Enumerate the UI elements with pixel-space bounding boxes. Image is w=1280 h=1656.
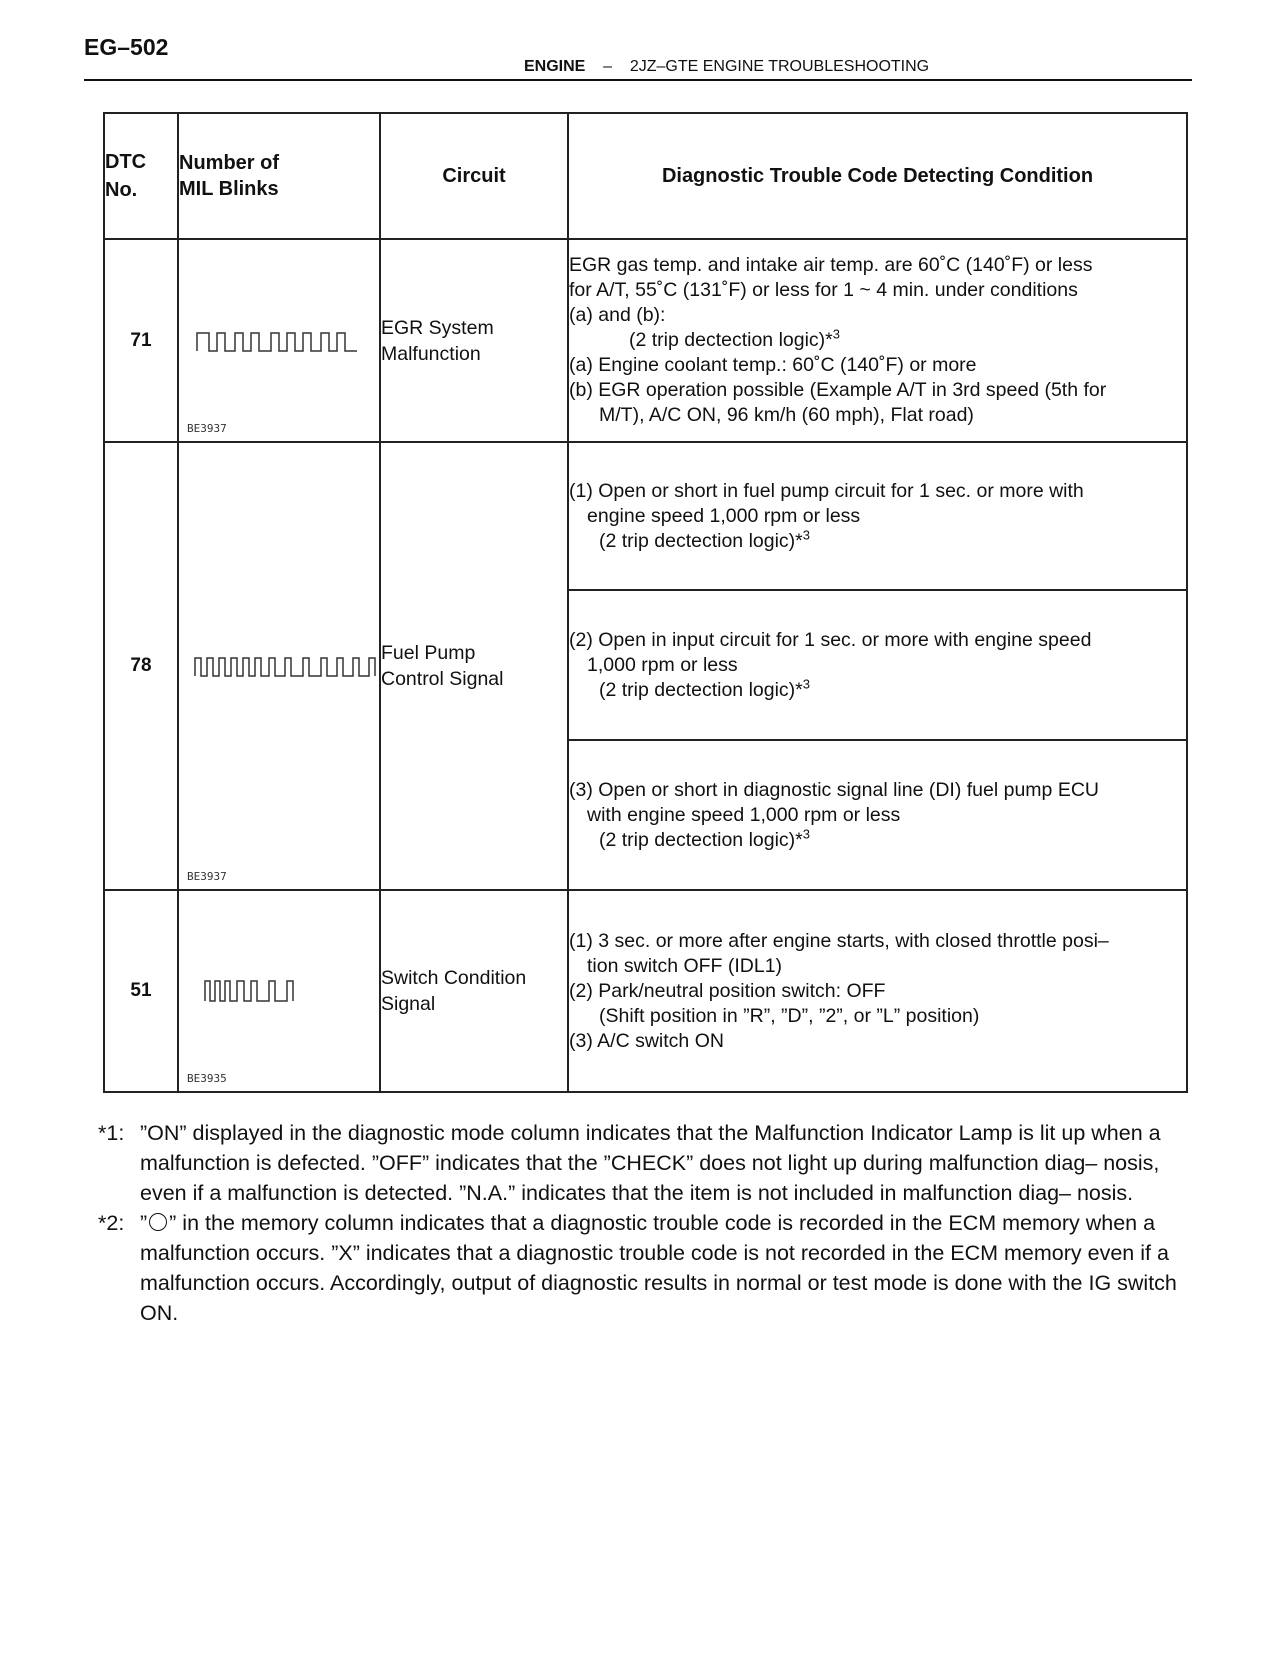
blink-waveform xyxy=(191,650,381,682)
section-title: ENGINE xyxy=(524,58,586,75)
header-dash: – xyxy=(603,58,613,75)
header-rule xyxy=(84,79,1192,81)
running-head xyxy=(524,58,929,76)
table-header-row xyxy=(104,113,1187,239)
footnote-marker: *1: xyxy=(98,1121,125,1145)
figure-id: BE3937 xyxy=(187,870,227,883)
circuit-name: Switch Condition Signal xyxy=(380,890,568,1092)
detecting-condition: EGR gas temp. and intake air temp. are 60˚C (140˚F) or less for A/T, 55˚C (131˚F) or less for 1 ~ 4 min. under conditions (a) and (b): (2 trip dectection logic)*$^3$ (a) Engine coolant temp.: 60˚C (140˚F) or more (b) EGR operation possible (Example A/T in 3rd speed (5th for M/T), A/C ON, 96 km/h (60 mph), Flat road) xyxy=(568,239,1187,442)
detecting-condition: (1) Open or short in fuel pump circuit for 1 sec. or more with engine speed 1,000 rpm or less (2 trip dectection logic)*$^3$ xyxy=(568,442,1187,590)
header-dtc-no: DTC No. xyxy=(104,113,178,239)
figure-id: BE3937 xyxy=(187,422,227,435)
circle-symbol-icon xyxy=(149,1213,167,1231)
dtc-code: 78 xyxy=(104,442,178,890)
table-row xyxy=(104,890,1187,1092)
blink-pattern-cell xyxy=(178,890,380,1092)
dtc-code: 51 xyxy=(104,890,178,1092)
table-row xyxy=(104,239,1187,442)
blink-pattern-cell xyxy=(178,442,380,890)
footnote-1 xyxy=(98,1118,1192,1208)
subsection-title: 2JZ–GTE ENGINE TROUBLESHOOTING xyxy=(629,58,930,75)
footnote-quote: ” xyxy=(140,1211,148,1235)
detecting-condition: (1) 3 sec. or more after engine starts, with closed throttle posi– tion switch OFF (IDL1) (2) Park/neutral position switch: OFF (Shift position in ”R”, ”D”, ”2”, or ”L” position) (3) A/C switch ON xyxy=(568,890,1187,1092)
circuit-name: Fuel Pump Control Signal xyxy=(380,442,568,890)
table-row xyxy=(104,442,1187,590)
footnote-text: ”ON” displayed in the diagnostic mode column indicates that the Malfunction Indicator Lamp is lit up when a malfunction is defected. ”OFF” indicates that the ”CHECK” does not light up during malfunction diag– nosis, even if a malfunction is detected. ”N.A.” indicates that the item is not included in malfunction diag– nosis. xyxy=(140,1121,1161,1205)
detecting-condition: (2) Open in input circuit for 1 sec. or more with engine speed 1,000 rpm or less (2 trip dectection logic)*$^3$ xyxy=(568,590,1187,740)
dtc-table xyxy=(103,112,1188,1093)
blink-waveform xyxy=(191,325,361,357)
header-mil-blinks: Number of MIL Blinks xyxy=(178,113,380,239)
figure-id: BE3935 xyxy=(187,1072,227,1085)
footnote-text: ” in the memory column indicates that a diagnostic trouble code is recorded in the ECM memory when a malfunction occurs. ”X” indicates that a diagnostic trouble code is not recorded in the ECM memory even if a malfunction occurs. Accordingly, output of diagnostic results in normal or test mode is done with the IG switch ON. xyxy=(140,1211,1177,1325)
detecting-condition: (3) Open or short in diagnostic signal line (DI) fuel pump ECU with engine speed 1,000 rpm or less (2 trip dectection logic)*$^3$ xyxy=(568,740,1187,890)
footnotes xyxy=(98,1118,1192,1328)
header-circuit: Circuit xyxy=(380,113,568,239)
footnote-marker: *2: xyxy=(98,1211,125,1235)
blink-waveform xyxy=(191,975,311,1007)
footnote-2 xyxy=(98,1208,1192,1328)
header-condition: Diagnostic Trouble Code Detecting Condition xyxy=(568,113,1187,239)
page-number: EG–502 xyxy=(84,34,169,60)
blink-pattern-cell xyxy=(178,239,380,442)
circuit-name: EGR System Malfunction xyxy=(380,239,568,442)
dtc-code: 71 xyxy=(104,239,178,442)
